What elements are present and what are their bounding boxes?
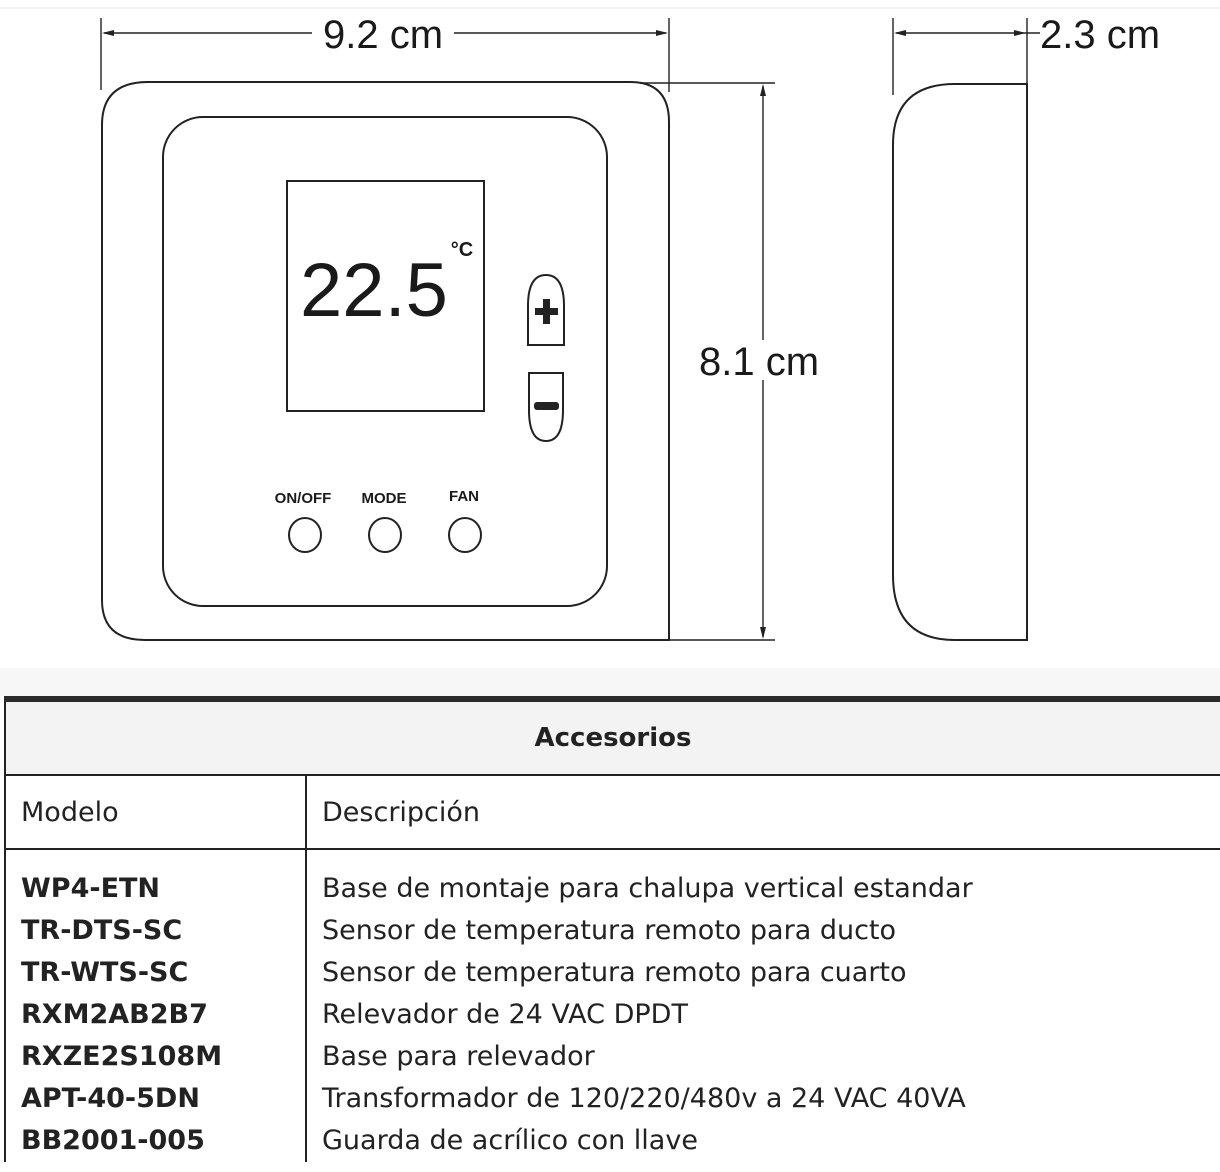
display-temperature: 22.5 — [300, 248, 448, 333]
column-header-description: Descripción — [306, 775, 1220, 849]
table-header-row — [5, 775, 1220, 849]
display-unit: °C — [450, 239, 474, 261]
description-cell: Relevador de 24 VAC DPDT — [322, 999, 688, 1030]
minus-icon — [534, 402, 559, 410]
column-header-model: Modelo — [5, 775, 306, 849]
model-cell: TR-DTS-SC — [21, 915, 183, 946]
table-row — [5, 849, 1220, 1162]
thermostat-side-outline — [893, 84, 1027, 640]
height-label: 8.1 cm — [698, 340, 820, 384]
description-cell: Transformador de 120/220/480v a 24 VAC 40VA — [322, 1083, 966, 1114]
description-cell: Base para relevador — [322, 1041, 595, 1072]
thermostat-inner-panel — [163, 117, 607, 606]
description-cell: Base de montaje para chalupa vertical estandar — [322, 873, 973, 904]
fan-button — [449, 518, 481, 552]
depth-label: 2.3 cm — [1040, 13, 1161, 57]
plus-icon — [535, 299, 558, 324]
description-cell: Guarda de acrílico con llave — [322, 1125, 698, 1156]
model-cell: APT-40-5DN — [21, 1083, 200, 1114]
mode-label: MODE — [361, 490, 407, 507]
model-cell: BB2001-005 — [21, 1125, 205, 1156]
thermostat-front-outline — [102, 82, 669, 640]
fan-label: FAN — [449, 488, 479, 505]
model-cell: RXM2AB2B7 — [21, 999, 208, 1030]
on-off-button — [289, 518, 321, 552]
description-cell: Sensor de temperatura remoto para cuarto — [322, 957, 907, 988]
model-cell: TR-WTS-SC — [21, 957, 189, 988]
width-label: 9.2 cm — [322, 13, 444, 57]
accessories-table — [4, 696, 1220, 1162]
mode-button — [369, 518, 401, 552]
on-off-label: ON/OFF — [274, 490, 332, 507]
table-title: Accesorios — [5, 699, 1220, 775]
description-cell: Sensor de temperatura remoto para ducto — [322, 915, 897, 946]
description-list — [306, 849, 1220, 1162]
model-cell: RXZE2S108M — [21, 1041, 223, 1072]
separator-strip — [0, 668, 1220, 696]
model-list — [5, 849, 306, 1162]
model-cell: WP4-ETN — [21, 873, 161, 904]
plus-key — [528, 275, 564, 345]
minus-key — [529, 373, 563, 441]
